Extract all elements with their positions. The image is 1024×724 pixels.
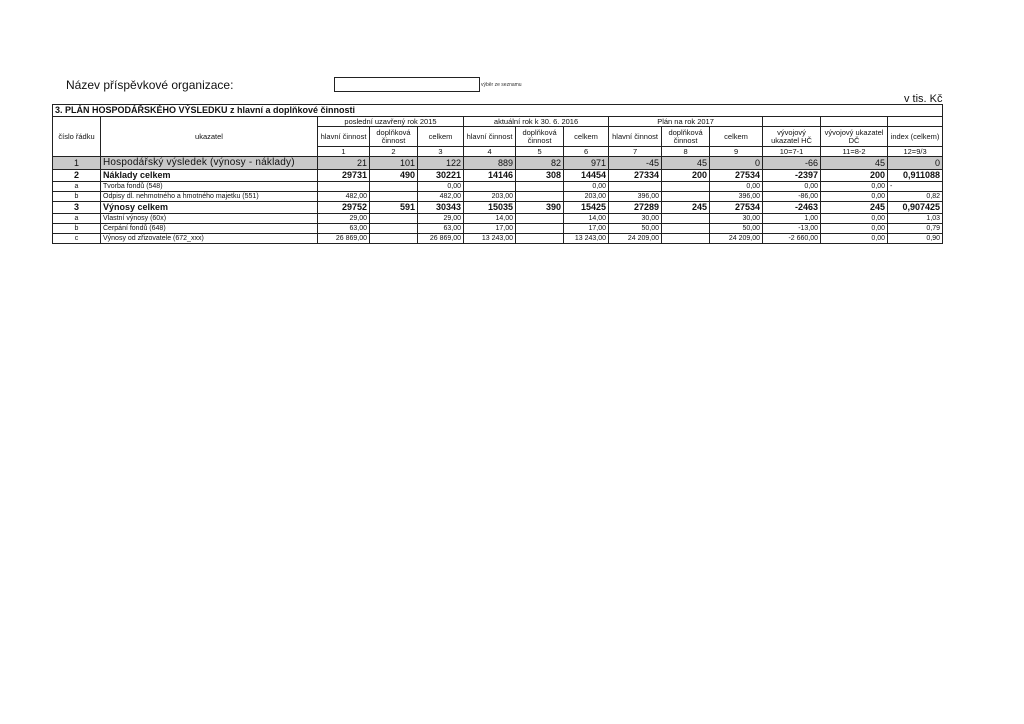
value-cell[interactable]: -66 [763,157,821,170]
value-cell[interactable]: 13 243,00 [464,234,516,244]
value-cell[interactable]: 482,00 [318,192,370,202]
column-number: 8 [662,147,710,157]
col-header-indicator: ukazatel [101,117,318,157]
sub-header: doplňková činnost [516,127,564,147]
value-cell[interactable] [516,214,564,224]
value-cell[interactable] [370,224,418,234]
value-cell[interactable] [464,182,516,192]
value-cell[interactable]: -2 660,00 [763,234,821,244]
row-number: b [53,224,101,234]
table-row [53,170,943,182]
value-cell[interactable]: 0,907425 [888,202,943,214]
value-cell[interactable]: 27334 [609,170,662,182]
value-cell[interactable]: 0,00 [418,182,464,192]
org-name-input[interactable] [334,77,480,92]
value-cell[interactable] [662,224,710,234]
value-cell[interactable] [370,234,418,244]
value-cell[interactable]: 0,911088 [888,170,943,182]
table-row [53,202,943,214]
sub-header: index (celkem) [888,127,943,147]
value-cell[interactable]: 390 [516,202,564,214]
value-cell[interactable] [662,214,710,224]
value-cell[interactable]: 122 [418,157,464,170]
table-row [53,214,943,224]
row-label: Čerpání fondů (648) [101,224,318,234]
value-cell[interactable]: 17,00 [564,224,609,234]
value-cell[interactable]: 101 [370,157,418,170]
value-cell[interactable] [370,192,418,202]
value-cell[interactable]: -45 [609,157,662,170]
value-cell[interactable]: 27534 [710,202,763,214]
row-number: b [53,192,101,202]
value-cell[interactable]: 308 [516,170,564,182]
value-cell[interactable] [662,234,710,244]
value-cell[interactable] [516,234,564,244]
value-cell[interactable]: 0 [710,157,763,170]
value-cell[interactable]: 29,00 [418,214,464,224]
row-label: Výnosy od zřizovatele (672_xxx) [101,234,318,244]
value-cell[interactable]: 30343 [418,202,464,214]
value-cell[interactable]: 82 [516,157,564,170]
sub-header: hlavní činnost [318,127,370,147]
value-cell[interactable]: 0,79 [888,224,943,234]
table-row [53,182,943,192]
value-cell[interactable]: - [888,182,943,192]
column-number: 3 [418,147,464,157]
value-cell[interactable] [370,214,418,224]
value-cell[interactable]: 490 [370,170,418,182]
row-number: 2 [53,170,101,182]
value-cell[interactable] [609,182,662,192]
value-cell[interactable]: 17,00 [464,224,516,234]
value-cell[interactable]: 29752 [318,202,370,214]
value-cell[interactable]: 0,00 [821,192,888,202]
group-header-empty [821,117,888,127]
value-cell[interactable]: 200 [821,170,888,182]
value-cell[interactable]: 1,03 [888,214,943,224]
value-cell[interactable]: 203,00 [464,192,516,202]
group-header-empty [888,117,943,127]
column-number: 10=7-1 [763,147,821,157]
value-cell[interactable]: -86,00 [763,192,821,202]
value-cell[interactable]: 482,00 [418,192,464,202]
column-number: 11=8-2 [821,147,888,157]
row-number: 3 [53,202,101,214]
value-cell[interactable] [516,192,564,202]
value-cell[interactable]: 0,00 [564,182,609,192]
value-cell[interactable]: 50,00 [710,224,763,234]
value-cell[interactable] [516,224,564,234]
table-row [53,234,943,244]
column-number: 9 [710,147,763,157]
table-row [53,192,943,202]
sub-header: celkem [564,127,609,147]
value-cell[interactable]: -2397 [763,170,821,182]
group-header-2017: Plán na rok 2017 [609,117,763,127]
value-cell[interactable]: 0,90 [888,234,943,244]
value-cell[interactable]: 0,00 [821,214,888,224]
sub-header: doplňková činnost [370,127,418,147]
value-cell[interactable]: 591 [370,202,418,214]
value-cell[interactable]: 27534 [710,170,763,182]
column-number: 12=9/3 [888,147,943,157]
value-cell[interactable]: 63,00 [318,224,370,234]
value-cell[interactable]: -2463 [763,202,821,214]
value-cell[interactable]: 14,00 [464,214,516,224]
value-cell[interactable]: 14454 [564,170,609,182]
value-cell[interactable]: 45 [662,157,710,170]
section-title: 3. PLÁN HOSPODÁŘSKÉHO VÝSLEDKU z hlavní a doplňkové činnosti [53,105,516,117]
unit-label: v tis. Kč [904,93,943,105]
value-cell[interactable]: 0,00 [710,182,763,192]
value-cell[interactable]: 14,00 [564,214,609,224]
section-title-fill [516,105,943,117]
value-cell[interactable]: 13 243,00 [564,234,609,244]
value-cell[interactable]: 0,82 [888,192,943,202]
group-header-2016: aktuální rok k 30. 6. 2016 [464,117,609,127]
sub-header: vývojový ukazatel HČ [763,127,821,147]
column-number: 1 [318,147,370,157]
sub-header: celkem [710,127,763,147]
row-number: 1 [53,157,101,170]
value-cell[interactable]: 50,00 [609,224,662,234]
plan-table [52,104,943,244]
sub-header: hlavní činnost [464,127,516,147]
col-header-rownum: číslo řádku [53,117,101,157]
value-cell[interactable]: 27289 [609,202,662,214]
value-cell[interactable]: 26 869,00 [318,234,370,244]
group-header-2015: poslední uzavřený rok 2015 [318,117,464,127]
group-header-empty [763,117,821,127]
row-label: Náklady celkem [101,170,318,182]
column-number: 6 [564,147,609,157]
value-cell[interactable]: 29,00 [318,214,370,224]
value-cell[interactable]: 971 [564,157,609,170]
sub-header: celkem [418,127,464,147]
value-cell[interactable]: 245 [821,202,888,214]
value-cell[interactable] [516,182,564,192]
value-cell[interactable] [662,182,710,192]
row-label: Výnosy celkem [101,202,318,214]
value-cell[interactable]: 45 [821,157,888,170]
value-cell[interactable]: 396,00 [609,192,662,202]
row-label: Hospodářský výsledek (výnosy - náklady) [101,157,318,170]
value-cell[interactable]: 63,00 [418,224,464,234]
row-number: a [53,214,101,224]
row-label: Odpisy dl. nehmotného a hmotného majetku (551) [101,192,318,202]
value-cell[interactable]: 0,00 [821,182,888,192]
column-number: 5 [516,147,564,157]
value-cell[interactable]: 889 [464,157,516,170]
row-label: Vlastní výnosy (60x) [101,214,318,224]
value-cell[interactable] [370,182,418,192]
value-cell[interactable]: 30221 [418,170,464,182]
value-cell[interactable]: 245 [662,202,710,214]
value-cell[interactable]: 14146 [464,170,516,182]
sub-header: hlavní činnost [609,127,662,147]
org-name-label: Název příspěvkové organizace: [66,78,234,92]
column-number: 4 [464,147,516,157]
value-cell[interactable]: 30,00 [710,214,763,224]
value-cell[interactable]: 24 209,00 [609,234,662,244]
value-cell[interactable]: 21 [318,157,370,170]
table-row [53,224,943,234]
value-cell[interactable]: 0 [888,157,943,170]
row-label: Tvorba fondů (548) [101,182,318,192]
value-cell[interactable]: 30,00 [609,214,662,224]
row-number: a [53,182,101,192]
column-number: 2 [370,147,418,157]
value-cell[interactable]: 24 209,00 [710,234,763,244]
value-cell[interactable]: 29731 [318,170,370,182]
table-row [53,157,943,170]
value-cell[interactable]: 15425 [564,202,609,214]
value-cell[interactable]: 0,00 [821,224,888,234]
value-cell[interactable]: 396,00 [710,192,763,202]
value-cell[interactable] [318,182,370,192]
value-cell[interactable]: 0,00 [821,234,888,244]
value-cell[interactable]: 200 [662,170,710,182]
sub-header: doplňková činnost [662,127,710,147]
row-number: c [53,234,101,244]
value-cell[interactable]: 1,00 [763,214,821,224]
value-cell[interactable]: 26 869,00 [418,234,464,244]
value-cell[interactable] [662,192,710,202]
value-cell[interactable]: 203,00 [564,192,609,202]
sub-header: vývojový ukazatel DČ [821,127,888,147]
value-cell[interactable]: 15035 [464,202,516,214]
org-select-hint: výběr ze seznamu [481,82,522,88]
value-cell[interactable]: -13,00 [763,224,821,234]
column-number: 7 [609,147,662,157]
value-cell[interactable]: 0,00 [763,182,821,192]
